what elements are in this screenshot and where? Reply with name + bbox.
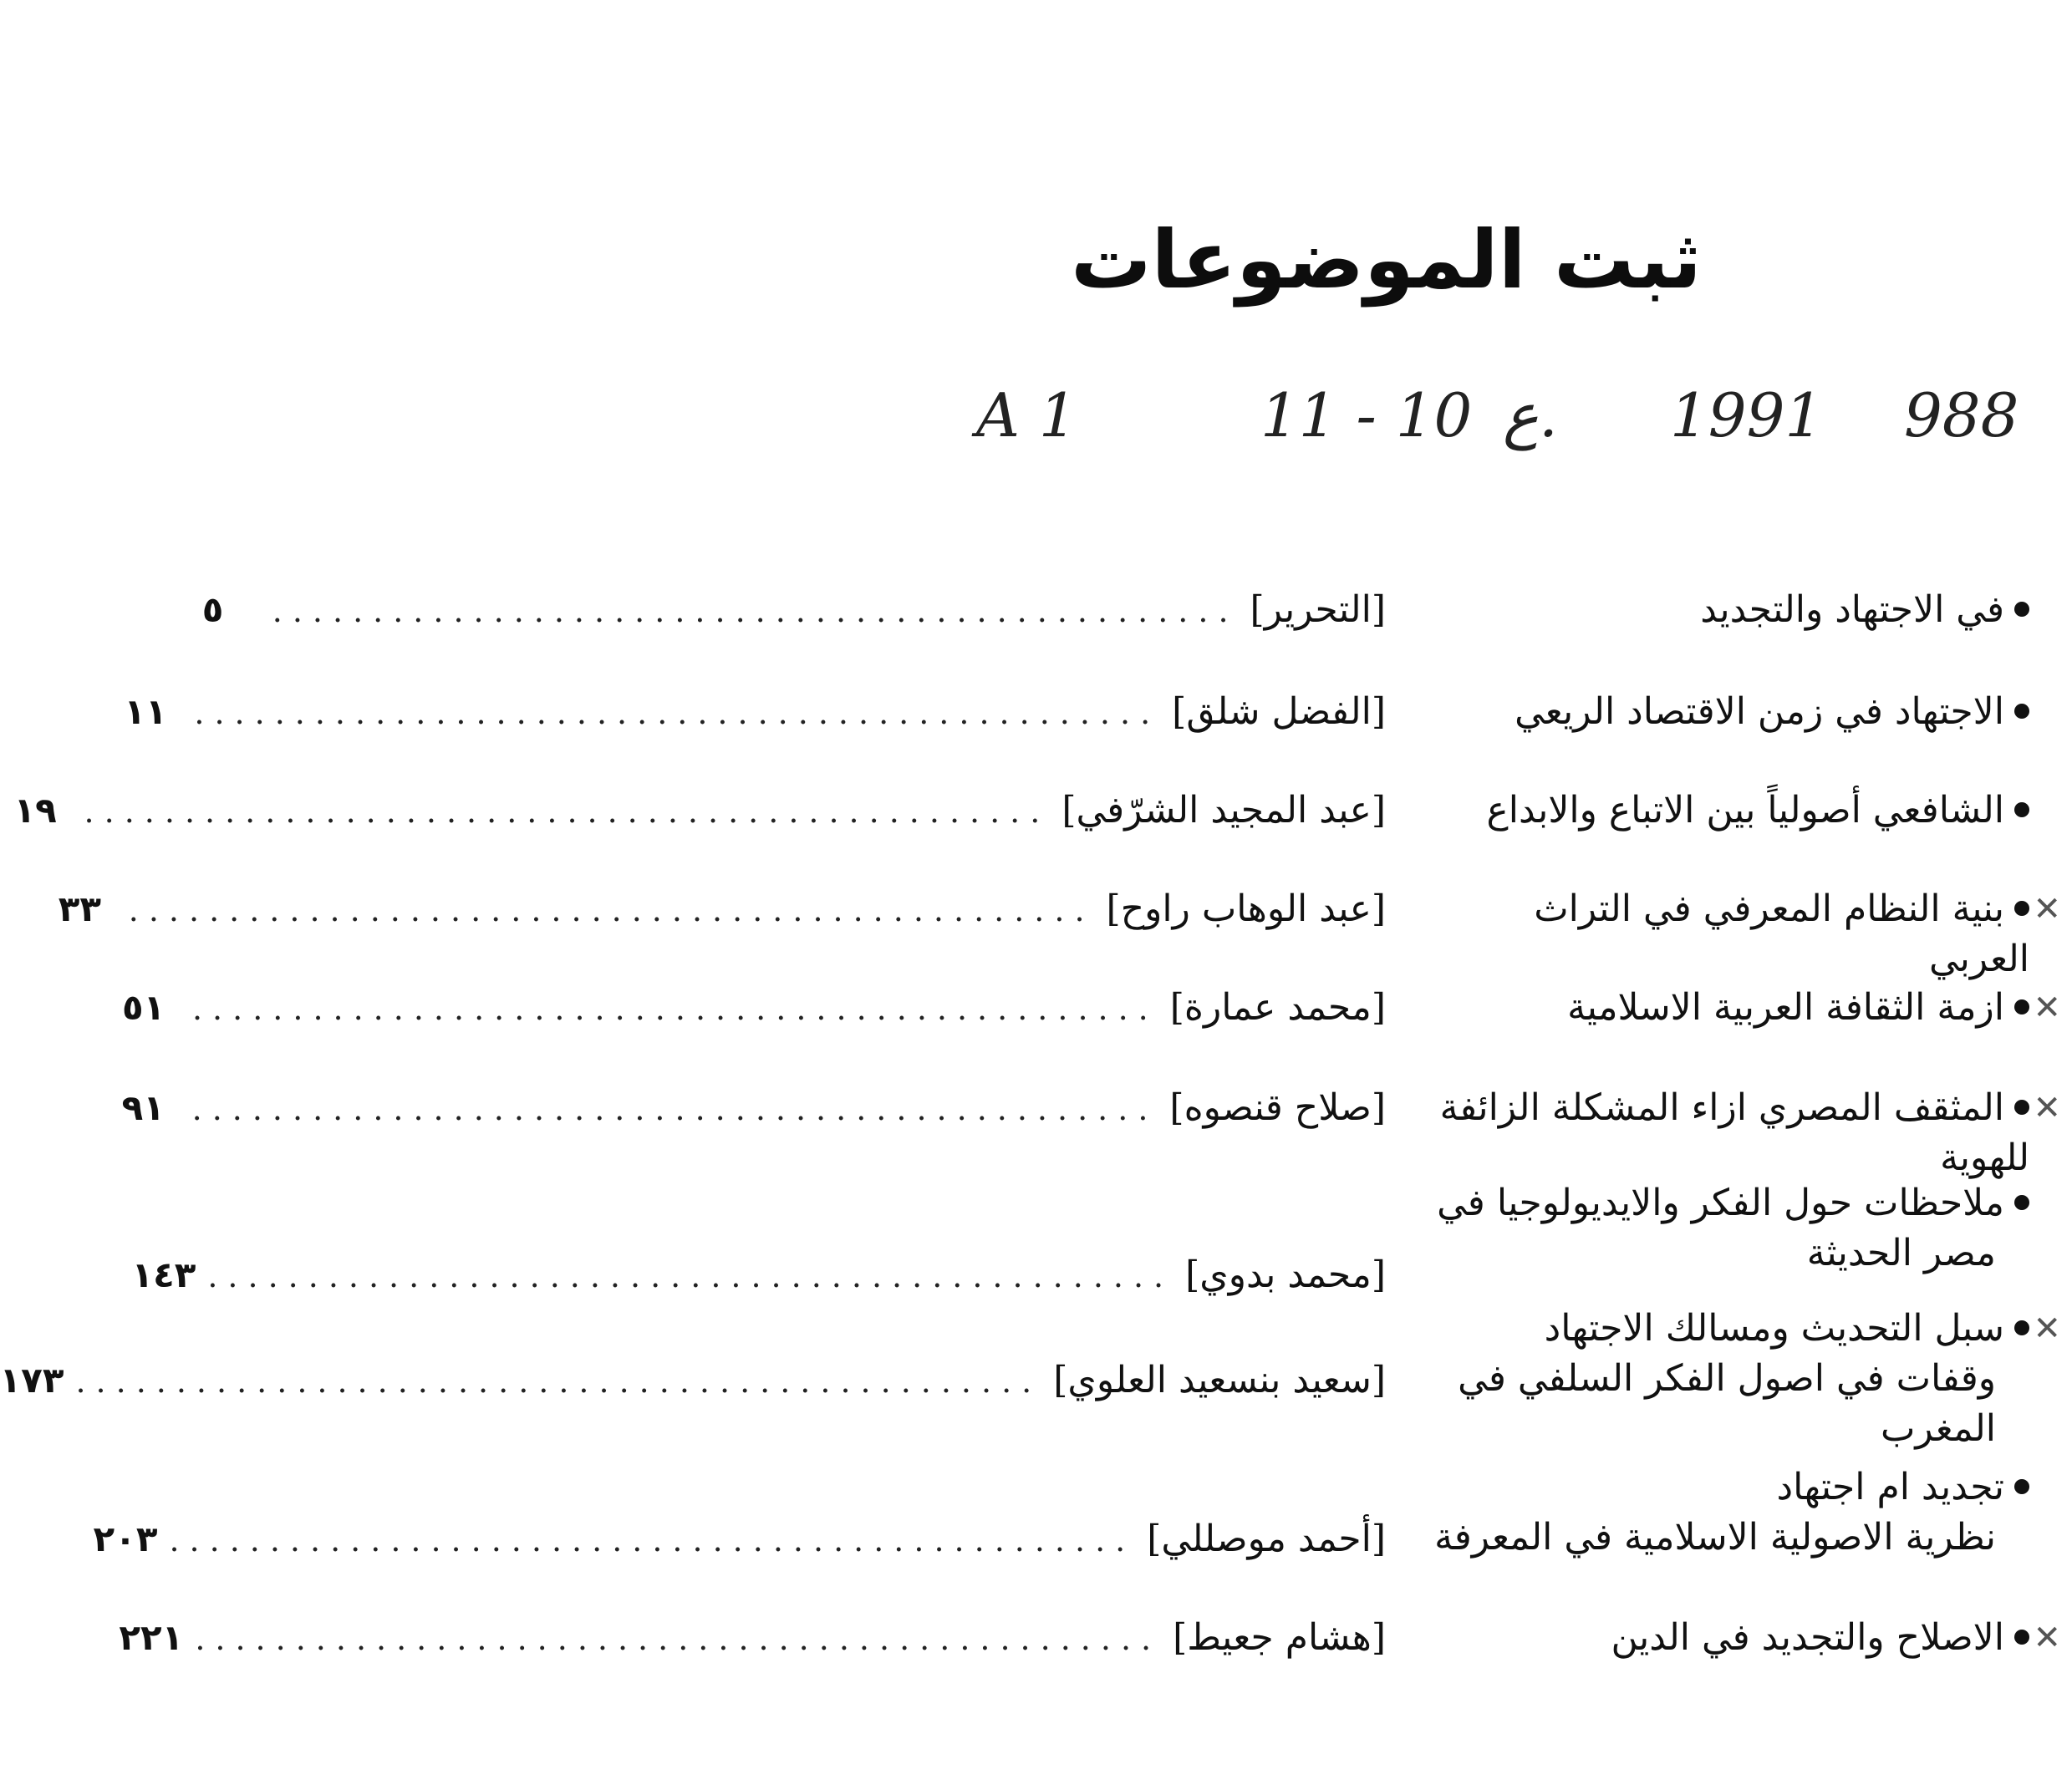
entry-author-line xyxy=(131,1250,1386,1301)
margin-check-mark: ✕ xyxy=(2033,890,2061,928)
margin-check-mark: ✕ xyxy=(2033,1619,2061,1657)
leader-dots: ................................................ xyxy=(207,1258,1174,1294)
entry-author: [سعيد بنسعيد العلوي] xyxy=(1053,1359,1386,1401)
entry-author: [عبد المجيد الشرّفي] xyxy=(1061,789,1386,831)
entry-page-number: ٥ xyxy=(201,589,224,630)
bullet-icon xyxy=(2014,1195,2029,1210)
entry-topic-line2: وقفات في اصول الفكر السلفي في المغرب xyxy=(1458,1357,1996,1450)
entry-author: [التحرير] xyxy=(1250,588,1386,631)
leader-dots: ................................................ xyxy=(169,1522,1136,1559)
toc-entry xyxy=(0,1304,2061,1450)
entry-topic-text: سبل التحديث ومسالك الاجتهاد xyxy=(1544,1307,2004,1350)
toc-entry xyxy=(121,1083,2061,1179)
bullet-icon xyxy=(2014,1320,2029,1335)
bullet-icon xyxy=(2014,802,2029,817)
entry-topic xyxy=(1428,1613,2029,1663)
handwritten-issue-range: 11 - 10 xyxy=(1260,380,1473,450)
entry-page-number: ٩١ xyxy=(121,1087,165,1128)
entry-author: [الفضل شلق] xyxy=(1172,690,1386,733)
entry-author: [محمد عمارة] xyxy=(1169,986,1386,1029)
handwritten-issue-label: ع. xyxy=(1503,380,1558,450)
leader-dots: ................................................ xyxy=(194,694,1161,731)
entry-topic xyxy=(1428,1178,2029,1279)
entry-author: [صلاح قنصوه] xyxy=(1169,1086,1386,1129)
entry-page-number: ١٧٣ xyxy=(0,1360,64,1401)
leader-dots: ................................................ xyxy=(128,892,1095,928)
entry-topic xyxy=(1428,786,2029,836)
margin-check-mark: ✕ xyxy=(2033,1309,2061,1348)
entry-topic-text: ازمة الثقافة العربية الاسلامية xyxy=(1567,986,2004,1029)
leader-dots: ................................................ xyxy=(75,1363,1042,1400)
toc-entry xyxy=(119,1613,2061,1671)
leader-dots: ................................................ xyxy=(191,1091,1158,1127)
entry-page-number: ١٩ xyxy=(13,790,57,831)
toc-entry xyxy=(131,1178,2029,1296)
entry-page-number: ١٤٣ xyxy=(131,1254,196,1295)
entry-topic xyxy=(1394,1304,2029,1454)
bullet-icon xyxy=(2014,901,2029,916)
bullet-icon xyxy=(2014,704,2029,719)
bullet-icon xyxy=(2014,602,2029,617)
entry-author-line xyxy=(58,884,1386,935)
entry-author-line xyxy=(121,983,1386,1034)
entry-topic xyxy=(1394,1083,2029,1183)
leader-dots: ................................................ xyxy=(191,990,1158,1027)
entry-author-line xyxy=(0,1355,1386,1406)
entry-author-line xyxy=(119,1613,1386,1664)
bullet-icon xyxy=(2014,999,2029,1015)
entry-page-number: ٥١ xyxy=(121,987,165,1028)
entry-topic xyxy=(1428,884,2029,984)
handwritten-annotation xyxy=(960,380,2046,481)
bullet-icon xyxy=(2014,1479,2029,1494)
entry-topic-text: تجديد ام اجتهاد xyxy=(1776,1466,2004,1508)
toc-entry xyxy=(201,585,2029,643)
entry-topic-text: المثقف المصري ازاء المشكلة الزائفة للهوية xyxy=(1439,1086,2029,1179)
entry-author: [هشام جعيط] xyxy=(1173,1616,1386,1659)
entry-page-number: ١١ xyxy=(124,691,167,732)
toc-entry xyxy=(58,884,2061,980)
entry-author: [عبد الوهاب راوح] xyxy=(1106,887,1386,930)
toc-entry xyxy=(121,983,2061,1041)
handwritten-shelf: A 1 xyxy=(976,380,1077,450)
page-title: ثبت الموضوعات xyxy=(1071,213,1702,307)
entry-topic-text: ملاحظات حول الفكر والايديولوجيا في xyxy=(1437,1182,2004,1224)
leader-dots: ................................................ xyxy=(195,1620,1162,1657)
entry-author: [أحمد موصللي] xyxy=(1147,1518,1386,1560)
entry-topic xyxy=(1428,687,2029,737)
entry-author-line xyxy=(201,585,1386,636)
margin-check-mark: ✕ xyxy=(2033,1089,2061,1127)
entry-topic xyxy=(1428,1462,2029,1563)
entry-topic xyxy=(1428,983,2029,1033)
margin-check-mark: ✕ xyxy=(2033,989,2061,1027)
handwritten-call-number: 988 xyxy=(1904,380,2019,450)
entry-topic-text: الشافعي أصولياً بين الاتباع والابداع xyxy=(1486,789,2004,831)
entry-author-line xyxy=(121,1083,1386,1134)
entry-author-line xyxy=(124,687,1386,738)
leader-dots: ................................................ xyxy=(84,793,1051,830)
entry-author-line xyxy=(13,786,1386,837)
entry-topic xyxy=(1428,585,2029,635)
entry-topic-text: بنية النظام المعرفي في التراث العربي xyxy=(1534,887,2029,980)
entry-page-number: ٣٣ xyxy=(58,888,102,929)
leader-dots: ................................................ xyxy=(272,592,1239,629)
toc-entry xyxy=(13,786,2029,844)
toc-entry xyxy=(124,687,2029,745)
bullet-icon xyxy=(2014,1630,2029,1645)
entry-topic-line2: مصر الحديثة xyxy=(1806,1232,1996,1274)
entry-author-line xyxy=(93,1514,1386,1565)
entry-page-number: ٢٠٣ xyxy=(93,1518,158,1559)
toc-entry xyxy=(93,1462,2029,1579)
entry-topic-text: الاصلاح والتجديد في الدين xyxy=(1611,1616,2004,1659)
bullet-icon xyxy=(2014,1100,2029,1115)
entry-topic-text: في الاجتهاد والتجديد xyxy=(1700,588,2004,631)
entry-page-number: ٢٢١ xyxy=(119,1617,184,1658)
entry-topic-text: الاجتهاد في زمن الاقتصاد الريعي xyxy=(1515,690,2004,733)
entry-topic-line2: نظرية الاصولية الاسلامية في المعرفة xyxy=(1434,1516,1996,1559)
entry-author: [محمد بدوي] xyxy=(1185,1254,1386,1296)
handwritten-year: 1991 xyxy=(1670,380,1824,450)
